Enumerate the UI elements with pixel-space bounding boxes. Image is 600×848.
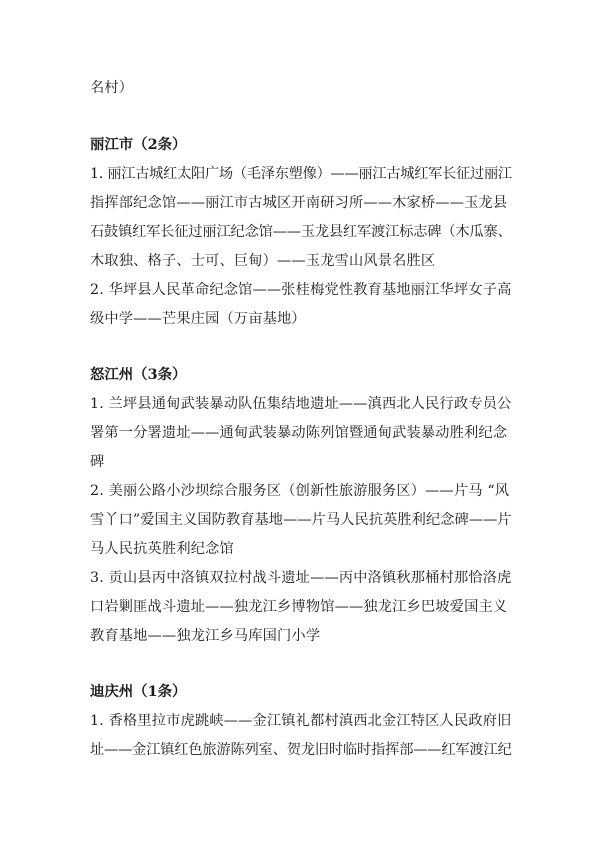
section-nujiang-line: 雪丫口”爱国主义国防教育基地——片马人民抗英胜利纪念碑——片 [90, 512, 512, 528]
section-nujiang-line: 1. 兰坪县通甸武装暴动队伍集结地遗址——滇西北人民行政专员公 [90, 396, 512, 412]
section-lijiang-line: 1. 丽江古城红太阳广场（毛泽东塑像）——丽江古城红军长征过丽江 [90, 166, 512, 182]
section-nujiang-line: 碑 [90, 454, 105, 470]
section-lijiang-line: 木取独、格子、士可、巨甸）——玉龙雪山风景名胜区 [90, 253, 436, 269]
section-heading-nujiang: 怒江州（3条） [90, 366, 187, 383]
section-diqing-line: 址——金江镇红色旅游陈列室、贺龙旧时临时指挥部——红军渡江纪 [90, 742, 512, 758]
intro-tail-line: 名村） [90, 80, 134, 96]
section-nujiang-line: 教育基地——独龙江乡马库国门小学 [90, 628, 321, 644]
section-nujiang-line: 口岩剿匪战斗遗址——独龙江乡博物馆——独龙江乡巴坡爱国主义 [90, 599, 508, 615]
section-nujiang-line: 署第一分署遗址——通甸武装暴动陈列馆暨通甸武装暴动胜利纪念 [90, 425, 508, 441]
section-lijiang-line: 指挥部纪念馆——丽江市古城区开南研习所——木家桥——玉龙县 [90, 195, 508, 211]
section-lijiang-line: 2. 华坪县人民革命纪念馆——张桂梅党性教育基地丽江华坪女子高 [90, 282, 512, 298]
section-nujiang-line: 2. 美丽公路小沙坝综合服务区（创新性旅游服务区）——片马 “风 [90, 483, 510, 499]
section-nujiang-line: 3. 贡山县丙中洛镇双拉村战斗遗址——丙中洛镇秋那桶村那恰洛虎 [90, 570, 512, 586]
section-heading-lijiang: 丽江市（2条） [90, 136, 187, 153]
section-lijiang-line: 级中学——芒果庄园（万亩基地） [90, 311, 306, 327]
section-nujiang-line: 马人民抗英胜利纪念馆 [90, 541, 234, 557]
section-heading-diqing: 迪庆州（1条） [90, 683, 187, 700]
section-diqing-line: 1. 香格里拉市虎跳峡——金江镇礼都村滇西北金江特区人民政府旧 [90, 713, 512, 729]
section-lijiang-line: 石鼓镇红军长征过丽江纪念馆——玉龙县红军渡江标志碑（木瓜寨、 [90, 224, 512, 240]
